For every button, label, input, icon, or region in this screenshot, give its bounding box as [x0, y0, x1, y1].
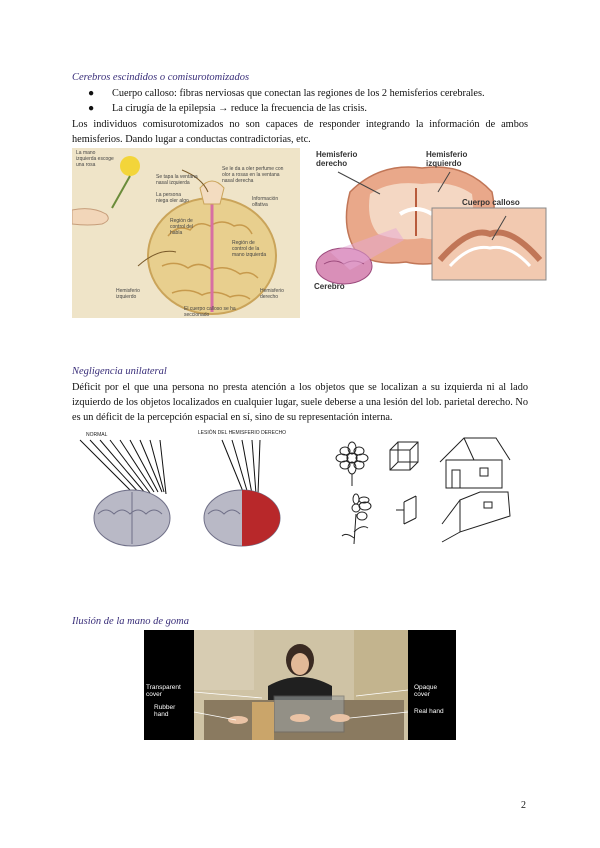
rubber-hand-illustration: [144, 630, 456, 740]
label-smell-right-nostril: Se le da a oler perfume con olor a rosas en la ventana nasal derecha: [222, 166, 284, 184]
label-speech-region: Región de control del habla: [170, 218, 194, 236]
neglect-paragraph: Déficit por el que una persona no presta atención a los objetos que se localizan a su izquierda ni al lado izquierdo de los objetos localizados en cualquier lugar, suele deberse a una lesión del lob. parietal derecho. No es un déficit de la percepción espacial en sí, sino de su representación interna.: [72, 382, 528, 423]
neglect-brains-illustration: [72, 430, 298, 548]
bullet-corpus-callosum: [88, 88, 548, 99]
label-corpus-callosum: Cuerpo calloso: [462, 198, 520, 207]
section-heading-rubber-hand: Ilusión de la mano de goma: [72, 616, 189, 627]
split-brain-figure: [72, 148, 300, 318]
label-normal: NORMAL: [86, 432, 108, 438]
label-olfactory-info: Información olfativa: [252, 196, 279, 208]
label-person-denies: La persona niega oler algo: [156, 192, 189, 204]
label-opaque-cover: Opaque cover: [414, 684, 438, 698]
label-transparent-cover: Transparent cover: [146, 684, 181, 698]
neglect-brains-figure: [72, 430, 298, 548]
label-left-nostril: Se tapa la ventana nasal izquierda: [156, 174, 198, 186]
label-real-hand: Real hand: [414, 708, 444, 715]
label-left-hand-control: Región de control de la mano izquierda: [232, 240, 267, 258]
label-brain: Cerebro: [314, 282, 345, 291]
label-callosum-cut: El cuerpo calloso se ha seccionado: [184, 306, 236, 318]
coronal-section-figure: [310, 148, 550, 300]
bullet-text: La cirugía de la epilepsia → reduce la frecuencia de las crisis.: [112, 103, 368, 114]
bullet-epilepsy: [88, 103, 548, 114]
label-right-hemisphere-lesion: LESIÓN DEL HEMISFERIO DERECHO: [197, 430, 287, 436]
neglect-drawings-illustration: [320, 430, 530, 550]
label-right-hemisphere: Hemisferio derecho: [260, 288, 284, 300]
label-left-hemisphere: Hemisferio izquierdo: [116, 288, 140, 300]
section-heading-split-brain: Cerebros escindidos o comisurotomizados: [72, 72, 250, 83]
page-number: 2: [521, 800, 526, 811]
label-rubber-hand: Rubber hand: [154, 704, 176, 718]
coronal-section-illustration: [310, 148, 550, 300]
section-heading-neglect: Negligencia unilateral: [72, 366, 167, 377]
split-brain-paragraph: Los individuos comisurotomizados no son capaces de responder integrando la información de ambos hemisferios. Dando lugar a conductas contradictorias, etc.: [72, 119, 528, 145]
rubber-hand-photo: [144, 630, 456, 740]
bullet-text: Cuerpo calloso: fibras nerviosas que conectan las regiones de los 2 hemisferios cerebrales.: [112, 88, 485, 99]
label-coronal-right-hemisphere: Hemisferio derecho: [316, 150, 358, 168]
neglect-drawings-figure: [320, 430, 530, 550]
label-hand-chooses-rose: La mano izquierda escoge una rosa: [76, 150, 114, 168]
bullet-dot: ●: [88, 103, 95, 114]
bullet-dot: ●: [88, 88, 95, 99]
label-coronal-left-hemisphere: Hemisferio izquierdo: [426, 150, 468, 168]
